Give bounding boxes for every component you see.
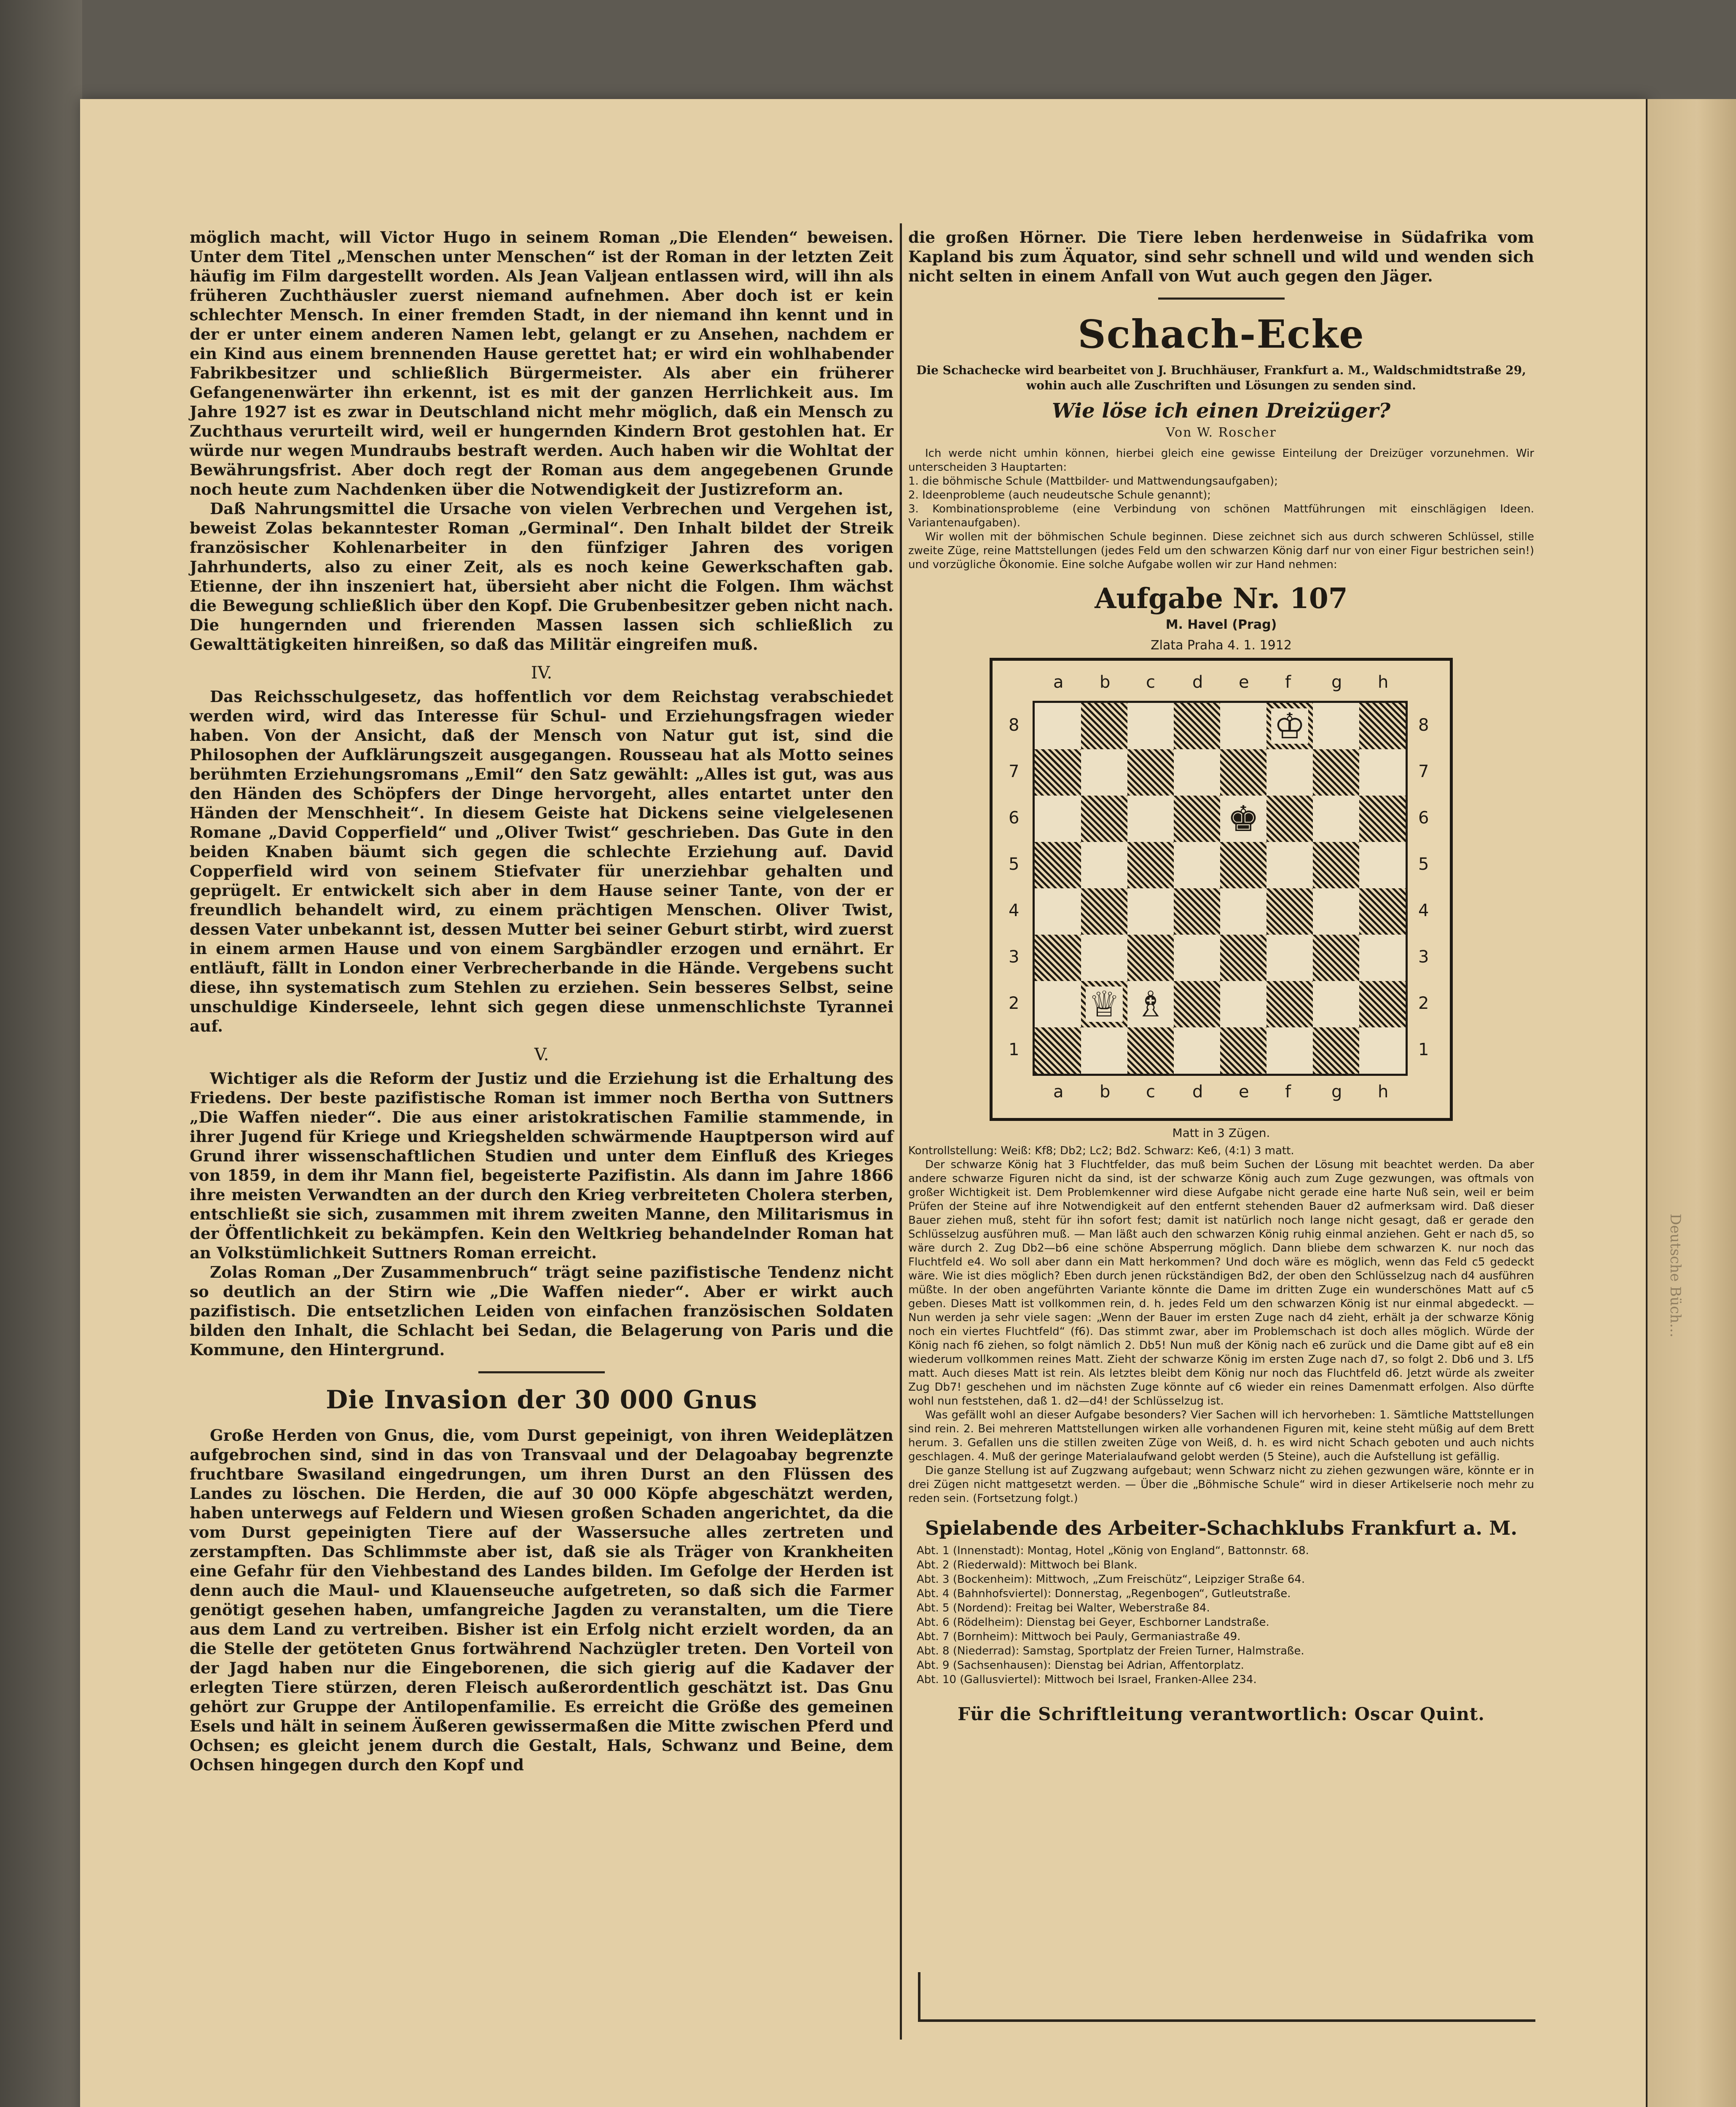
paragraph: die großen Hörner. Die Tiere leben herdenweise in Südafrika vom Kapland bis zum Äquator, sind sehr schnell und wild und wenden sich nicht selten in einem Anfall von Wut auch gegen den Jäger. (908, 228, 1534, 285)
board-square-a3 (1035, 935, 1081, 981)
article-headline: Die Invasion der 30 000 Gnus (326, 1385, 757, 1415)
board-square-d5 (1174, 842, 1220, 888)
board-square-e3 (1220, 935, 1266, 981)
board-square-d7 (1174, 749, 1220, 796)
board-square-g5 (1313, 842, 1359, 888)
scan-background-left (0, 0, 82, 2107)
list-item: 1. die böhmische Schule (Mattbilder- und Mattwendungsaufgaben); (908, 475, 1278, 488)
paragraph: Wichtiger als die Reform der Justiz und die Erziehung ist die Erhaltung des Friedens. Der beste pazifistische Roman ist immer noch Bertha von Suttners „Die Waffen nieder“. Die aus einer aristokratischen Familie stammende, in ihrer Jugend für Kriege und Kriegshelden schwärmende Hauptperson wird auf Grund ihrer wissenschaftlichen Studien und unter dem Einfluß des Krieges von 1859, in dem ihr Mann fiel, begeisterte Pazifistin. Als dann im Jahre 1866 ihre meisten Verwandten an der durch den Krieg verbreiteten Cholera sterben, entschließt sie sich, zusammen mit ihrem zweiten Manne, den Militarismus in der Öffentlichkeit zu bekämpfen. Kein den Weltkrieg behandelnder Roman hat an Volkstümlichkeit Suttners Roman erreicht. (190, 1069, 893, 1262)
paragraph: Daß Nahrungsmittel die Ursache von vielen Verbrechen und Vergehen ist, beweist Zolas bekanntester Roman „Germinal“. Den Inhalt bildet der Streik französischer Kohlenarbeiter in den fünfziger Jahren des vorigen Jahrhunderts, also zu einer Zeit, als es noch keine Gewerkschaften gab. Etienne, der ihn inszeniert hat, übersieht aber nicht die Folgen. Ihm wächst die Bewegung schließlich über den Kopf. Die Grubenbesitzer geben nicht nach. Die hungernden und frierenden Massen lassen sich schließlich zu Gewalttätigkeiten hinreißen, so daß das Militär eingreifen muß. (190, 499, 893, 654)
board-square-f5 (1266, 842, 1313, 888)
board-square-b5 (1081, 842, 1127, 888)
file-label: c (1146, 1082, 1155, 1102)
file-label: h (1378, 1082, 1389, 1102)
rank-label: 3 (1418, 947, 1429, 967)
next-page-edge (1646, 99, 1736, 2107)
board-square-f1 (1266, 1027, 1313, 1074)
board-square-a7 (1035, 749, 1081, 796)
file-label: d (1192, 673, 1203, 692)
rank-label: 1 (1009, 1040, 1020, 1059)
board-square-b6 (1081, 796, 1127, 842)
rank-label: 6 (1009, 808, 1020, 828)
board-square-a1 (1035, 1027, 1081, 1074)
board-square-f4 (1266, 888, 1313, 935)
board-square-h6 (1359, 796, 1406, 842)
file-label: b (1100, 1082, 1111, 1102)
rank-label: 2 (1009, 994, 1020, 1013)
file-label: e (1239, 1082, 1249, 1102)
club-list-item: Abt. 10 (Gallusviertel): Mittwoch bei Israel, Franken-Allee 234. (917, 1673, 1257, 1686)
chess-piece-c2: ♗ (1132, 986, 1169, 1022)
chess-diagram (990, 658, 1453, 1121)
rank-label: 7 (1009, 762, 1020, 781)
board-square-e7 (1220, 749, 1266, 796)
club-list-item: Abt. 7 (Bornheim): Mittwoch bei Pauly, Germaniastraße 49. (917, 1630, 1241, 1643)
club-listing-title: Spielabende des Arbeiter-Schachklubs Frankfurt a. M. (925, 1517, 1518, 1539)
rank-label: 2 (1418, 994, 1429, 1013)
club-list-item: Abt. 6 (Rödelheim): Dienstag bei Geyer, Eschborner Landstraße. (917, 1616, 1269, 1629)
file-label: g (1331, 673, 1342, 692)
chess-piece-e6: ♚ (1225, 801, 1261, 836)
file-label: a (1053, 1082, 1064, 1102)
board-square-b7 (1081, 749, 1127, 796)
list-item: 2. Ideenprobleme (auch neudeutsche Schule genannt); (908, 489, 1211, 501)
section-number: IV. (531, 663, 553, 683)
club-list-item: Abt. 5 (Nordend): Freitag bei Walter, Weberstraße 84. (917, 1602, 1210, 1614)
file-label: h (1378, 673, 1389, 692)
board-square-f2 (1266, 981, 1313, 1027)
board-square-d8 (1174, 703, 1220, 749)
club-list-item: Abt. 2 (Riederwald): Mittwoch bei Blank. (917, 1559, 1138, 1571)
board-square-a6 (1035, 796, 1081, 842)
board-square-h5 (1359, 842, 1406, 888)
board-square-e8 (1220, 703, 1266, 749)
right-column (908, 228, 1534, 1724)
rank-label: 3 (1009, 947, 1020, 967)
club-list (908, 1544, 1534, 1687)
board-square-f8 (1266, 703, 1313, 749)
board-square-d4 (1174, 888, 1220, 935)
board-square-h8 (1359, 703, 1406, 749)
box-rule-bottom (918, 2019, 1535, 2022)
board-square-c7 (1127, 749, 1174, 796)
board-square-c3 (1127, 935, 1174, 981)
board-square-c4 (1127, 888, 1174, 935)
article-title: Wie löse ich einen Dreizüger? (1052, 399, 1391, 423)
board-square-f7 (1266, 749, 1313, 796)
board-square-g6 (1313, 796, 1359, 842)
board-square-a5 (1035, 842, 1081, 888)
article-byline: Von W. Roscher (1166, 425, 1277, 440)
paragraph: möglich macht, will Victor Hugo in seinem Roman „Die Elenden“ beweisen. Unter dem Titel „Menschen unter Menschen“ ist der Roman in der letzten Zeit häufig im Film dargestellt worden. Als Jean Valjean entlassen wird, will ihn als früheren Zuchthäusler zuerst niemand aufnehmen. Aber doch ist er kein schlechter Mensch. In einer fremden Stadt, in der niemand ihn kennt und in der er unter einem anderen Namen lebt, gelangt er zu Ansehen, nachdem er ein Kind aus einem brennenden Hause gerettet hat; er wird ein wohlhabender Fabrikbesitzer und schließlich Bürgermeister. Als aber ein früherer Gefangenenwärter ihn erkennt, ist es mit der ganzen Herrlichkeit aus. Im Jahre 1927 ist es zwar in Deutschland nicht mehr möglich, daß ein Mensch zu Zuchthaus verurteilt wird, weil er hungernden Kindern Brot gestohlen hat. Er würde nur wegen Mundraubs bestraft werden. Auch haben wir die Wohltat der Bewährungsfrist. Aber doch regt der Roman aus dem angegebenen Grunde noch heute zum Nachdenken über die Notwendigkeit der Justizreform an. (190, 228, 893, 499)
board-square-d1 (1174, 1027, 1220, 1074)
rank-label: 8 (1418, 716, 1429, 735)
rank-label: 4 (1418, 901, 1429, 920)
board-square-f3 (1266, 935, 1313, 981)
board-square-d3 (1174, 935, 1220, 981)
board-square-h7 (1359, 749, 1406, 796)
board-square-c5 (1127, 842, 1174, 888)
board-square-h4 (1359, 888, 1406, 935)
board-square-g1 (1313, 1027, 1359, 1074)
board-square-e2 (1220, 981, 1266, 1027)
board-square-g2 (1313, 981, 1359, 1027)
club-list-item: Abt. 3 (Bockenheim): Mittwoch, „Zum Freischütz“, Leipziger Straße 64. (917, 1573, 1305, 1586)
board-square-c1 (1127, 1027, 1174, 1074)
board-square-d2 (1174, 981, 1220, 1027)
file-label: b (1100, 673, 1111, 692)
chess-board (1033, 701, 1408, 1076)
board-square-a2 (1035, 981, 1081, 1027)
control-position: Kontrollstellung: Weiß: Kf8; Db2; Lc2; Bd2. Schwarz: Ke6, (4:1) 3 matt. (908, 1145, 1294, 1157)
paragraph: Der schwarze König hat 3 Fluchtfelder, das muß beim Suchen der Lösung mit beachtet werden. Da aber andere schwarze Figuren nicht da sind, ist der schwarze König auch zum Zuge gezwungen, was oftmals von großer Wichtigkeit ist. Dem Problemkenner wird diese Aufgabe nicht gerade eine harte Nuß sein, weil er beim Prüfen der Steine auf ihre Notwendigkeit auf den entfernt stehenden Bauer d2 aufmerksam wird. Daß dieser Bauer ziehen muß, steht für ihn sofort fest; damit ist natürlich noch lange nicht gesagt, daß er gerade den Schlüsselzug ausführen muß. — Man läßt auch den schwarzen König ruhig einmal anziehen. Geht er nach d5, so wäre durch 2. Zug Db2—b6 eine schöne Absperrung möglich. Dann bliebe dem schwarzen K. nur noch das Fluchtfeld e4. Wo soll aber dann ein Matt herkommen? Und doch wäre es möglich, wenn das Feld c5 gedeckt wäre. Wie ist dies möglich? Eben durch jenen rückständigen Bd2, der oben den Schlüsselzug nach d4 ausführen müßte. In der oben angeführten Variante könnte die Dame im dritten Zuge ein wunderschönes Matt auf c5 geben. Dieses Matt ist vollkommen rein, d. h. jedes Feld um den schwarzen König ist nur einmal abgedeckt. — Nun werden ja sehr viele sagen: „Wenn der Bauer im ersten Zuge nach d4 zieht, erhält ja der schwarze König noch ein viertes Fluchtfeld“ (f6). Das stimmt zwar, aber im Problemschach ist doch alles möglich. Würde der König nach f6 ziehen, so folgt nämlich 2. Db5! Nun muß der König nach e6 zurück und die Dame gibt auf e8 ein wiederum vollkommen reines Matt. Zieht der schwarze König im ersten Zuge nach d7, so folgt 2. Db6 und 3. Lf5 matt. Auch dieses Matt ist rein. Als letztes bleibt dem König nur noch das Fluchtfeld d6. Jetzt würde als zweiter Zug Db7! geschehen und im nächsten Zuge könnte auf c6 wieder ein reines Damenmatt erfolgen. Also dürfte wohl nun feststehen, daß 1. d2—d4! der Schlüsselzug ist. (908, 1158, 1534, 1407)
board-square-a8 (1035, 703, 1081, 749)
file-label: a (1053, 673, 1064, 692)
rank-label: 8 (1009, 716, 1020, 735)
editorial-responsibility: Für die Schriftleitung verantwortlich: Oscar Quint. (958, 1704, 1485, 1724)
file-label: e (1239, 673, 1249, 692)
board-square-h2 (1359, 981, 1406, 1027)
board-square-b2 (1081, 981, 1127, 1027)
board-square-e1 (1220, 1027, 1266, 1074)
file-label: g (1331, 1082, 1342, 1102)
board-square-g8 (1313, 703, 1359, 749)
paragraph: Was gefällt wohl an dieser Aufgabe besonders? Vier Sachen will ich hervorheben: 1. Sämtliche Mattstellungen sind rein. 2. Bei mehreren Mattstellungen wirken alle vorhandenen Figuren mit, keine steht müßig auf dem Brett herum. 3. Gefallen uns die stillen zweiten Züge von Weiß, d. h. es wird nicht Schach geboten und auch nichts geschlagen. 4. Muß der geringe Materialaufwand gelobt werden (5 Steine), auch die Aufstellung ist gefällig. (908, 1409, 1534, 1463)
club-list-item: Abt. 4 (Bahnhofsviertel): Donnerstag, „Regenbogen“, Gutleutstraße. (917, 1587, 1291, 1600)
rank-label: 5 (1418, 855, 1429, 874)
chess-corner-title: Schach-Ecke (1078, 311, 1365, 357)
section-number: V. (534, 1045, 549, 1064)
paragraph: Die ganze Stellung ist auf Zugzwang aufgebaut; wenn Schwarz nicht zu ziehen gezwungen wäre, könnte er in drei Zügen nicht mattgesetzt werden. — Über die „Böhmische Schule“ wird in dieser Artikelserie noch mehr zu reden sein. (Fortsetzung folgt.) (908, 1464, 1534, 1505)
board-square-g3 (1313, 935, 1359, 981)
column-divider (900, 223, 902, 2040)
board-square-e5 (1220, 842, 1266, 888)
paragraph: Zolas Roman „Der Zusammenbruch“ trägt seine pazifistische Tendenz nicht so deutlich an der Stirn wie „Die Waffen nieder“. Aber er wirkt auch pazifistisch. Die entsetzlichen Leiden von einfachen französischen Soldaten bilden den Inhalt, die Schlacht bei Sedan, die Belagerung von Paris und die Kommune, den Hintergrund. (190, 1263, 893, 1359)
rank-label: 7 (1418, 762, 1429, 781)
board-square-b8 (1081, 703, 1127, 749)
box-rule-side (918, 1972, 920, 2022)
board-square-c2 (1127, 981, 1174, 1027)
margin-stamp: Deutsche Büch… (1667, 1214, 1684, 1338)
board-square-f6 (1266, 796, 1313, 842)
board-square-c6 (1127, 796, 1174, 842)
paragraph: Große Herden von Gnus, die, vom Durst gepeinigt, von ihren Weideplätzen aufgebrochen sind, sind in das von Transvaal und der Delagoabay begrenzte fruchtbare Swasiland eingedrungen, um ihren Durst an den Flüssen des Landes zu löschen. Die Herden, die auf 30 000 Köpfe abgeschätzt werden, haben unterwegs auf Feldern und Wiesen großen Schaden angerichtet, da die vom Durst gepeinigten Tiere auf der Wassersuche alles zertreten und zerstampften. Das Schlimmste aber ist, daß sie als Träger von Krankheiten eine Gefahr für den Viehbestand des Landes bilden. Im Gefolge der Herden ist denn auch die Maul- und Klauenseuche aufgetreten, so daß sich die Farmer genötigt gesehen haben, umfangreiche Jagden zu veranstalten, um die Tiere aus dem Land zu vertreiben. Bisher ist ein Erfolg nicht erzielt worden, da an die Stelle der getöteten Gnus fortwährend Nachzügler treten. Den Vorteil von der Jagd haben nur die Eingeborenen, die sich gierig auf die Kadaver der erlegten Tiere stürzen, deren Fleisch außerordentlich geschätzt ist. Das Gnu gehört zur Gruppe der Antilopenfamilie. Es erreicht die Größe des gemeinen Esels und hält in seinem Äußeren gewissermaßen die Mitte zwischen Pferd und Ochsen; es gleicht jenem durch die Gestalt, Hals, Schwanz und Beine, dem Ochsen hingegen durch den Kopf und (190, 1426, 893, 1774)
ornament-rule (478, 1371, 605, 1373)
chess-piece-f8: ♔ (1271, 708, 1308, 744)
list-item: 3. Kombinationsprobleme (eine Verbindung von schönen Mattführungen mit einschlägigen Ideen. Variantenaufgaben). (908, 503, 1534, 529)
board-square-c8 (1127, 703, 1174, 749)
rank-label: 4 (1009, 901, 1020, 920)
club-list-item: Abt. 1 (Innenstadt): Montag, Hotel „König von England“, Battonnstr. 68. (917, 1544, 1309, 1557)
problem-title: Aufgabe Nr. 107 (1095, 582, 1348, 615)
board-square-a4 (1035, 888, 1081, 935)
problem-author: M. Havel (Prag) (1165, 617, 1277, 632)
rank-label: 1 (1418, 1040, 1429, 1059)
board-square-e6 (1220, 796, 1266, 842)
file-label: d (1192, 1082, 1203, 1102)
board-square-e4 (1220, 888, 1266, 935)
file-label: c (1146, 673, 1155, 692)
rank-label: 5 (1009, 855, 1020, 874)
rank-label: 6 (1418, 808, 1429, 828)
editor-note: Die Schachecke wird bearbeitet von J. Bruchhäuser, Frankfurt a. M., Waldschmidtstraße 29, wohin auch alle Zuschriften und Lösungen zu senden sind. (916, 363, 1526, 392)
file-label: f (1285, 1082, 1291, 1102)
board-square-b1 (1081, 1027, 1127, 1074)
paragraph: Ich werde nicht umhin können, hierbei gleich eine gewisse Einteilung der Dreizüger vorzunehmen. Wir unterscheiden 3 Hauptarten: (908, 447, 1534, 474)
paragraph: Wir wollen mit der böhmischen Schule beginnen. Diese zeichnet sich aus durch schweren Schlüssel, stille zweite Züge, reine Mattstellungen (jedes Feld um den schwarzen König darf nur von einer Figur bestrichen sein!) und vorzügliche Ökonomie. Eine solche Aufgabe wollen wir zur Hand nehmen: (908, 531, 1534, 571)
board-square-h3 (1359, 935, 1406, 981)
club-list-item: Abt. 9 (Sachsenhausen): Dienstag bei Adrian, Affentorplatz. (917, 1659, 1244, 1672)
board-square-g7 (1313, 749, 1359, 796)
left-column (190, 228, 893, 1775)
file-label: f (1285, 673, 1291, 692)
club-list-item: Abt. 8 (Niederrad): Samstag, Sportplatz der Freien Turner, Halmstraße. (917, 1645, 1304, 1657)
board-square-g4 (1313, 888, 1359, 935)
chess-piece-b2: ♕ (1086, 986, 1122, 1022)
problem-source: Zlata Praha 4. 1. 1912 (1151, 638, 1292, 653)
diagram-caption: Matt in 3 Zügen. (1172, 1126, 1270, 1140)
board-square-h1 (1359, 1027, 1406, 1074)
board-square-b4 (1081, 888, 1127, 935)
ornament-rule (1158, 298, 1285, 300)
board-square-d6 (1174, 796, 1220, 842)
board-square-b3 (1081, 935, 1127, 981)
paragraph: Das Reichsschulgesetz, das hoffentlich vor dem Reichstag verabschiedet werden wird, wird das Interesse für Schul- und Erziehungsfragen wieder haben. Von der Ansicht, daß der Mensch von Natur gut ist, sind die Philosophen der Aufklärungszeit ausgegangen. Rousseau hat als Motto seines berühmten Erziehungsromans „Emil“ den Satz gewählt: „Alles ist gut, was aus den Händen des Schöpfers der Dinge hervorgeht, alles entartet unter den Händen der Menschheit“. In diesem Geiste hat Dickens seine vielgelesenen Romane „David Copperfield“ und „Oliver Twist“ geschrieben. Das Gute in den beiden Knaben bäumt sich gegen die schlechte Erziehung auf. David Copperfield wird von seinem Stiefvater für unerziehbar gehalten und geprügelt. Er entwickelt sich aber in dem Hause seiner Tante, von der er freundlich behandelt wird, zu einem prächtigen Menschen. Oliver Twist, dessen Vater unbekannt ist, dessen Mutter bei seiner Geburt stirbt, wird zuerst in einem armen Hause und von einem Sargbändler erzogen und ernährt. Er entläuft, fällt in London einer Verbrecherbande in die Hände. Vergebens sucht diese, ihn systematisch zum Stehlen zu erziehen. Sein besseres Selbst, seine unschuldige Kinderseele, lehnt sich gegen diese unmenschlichste Tyrannei auf. (190, 687, 893, 1035)
